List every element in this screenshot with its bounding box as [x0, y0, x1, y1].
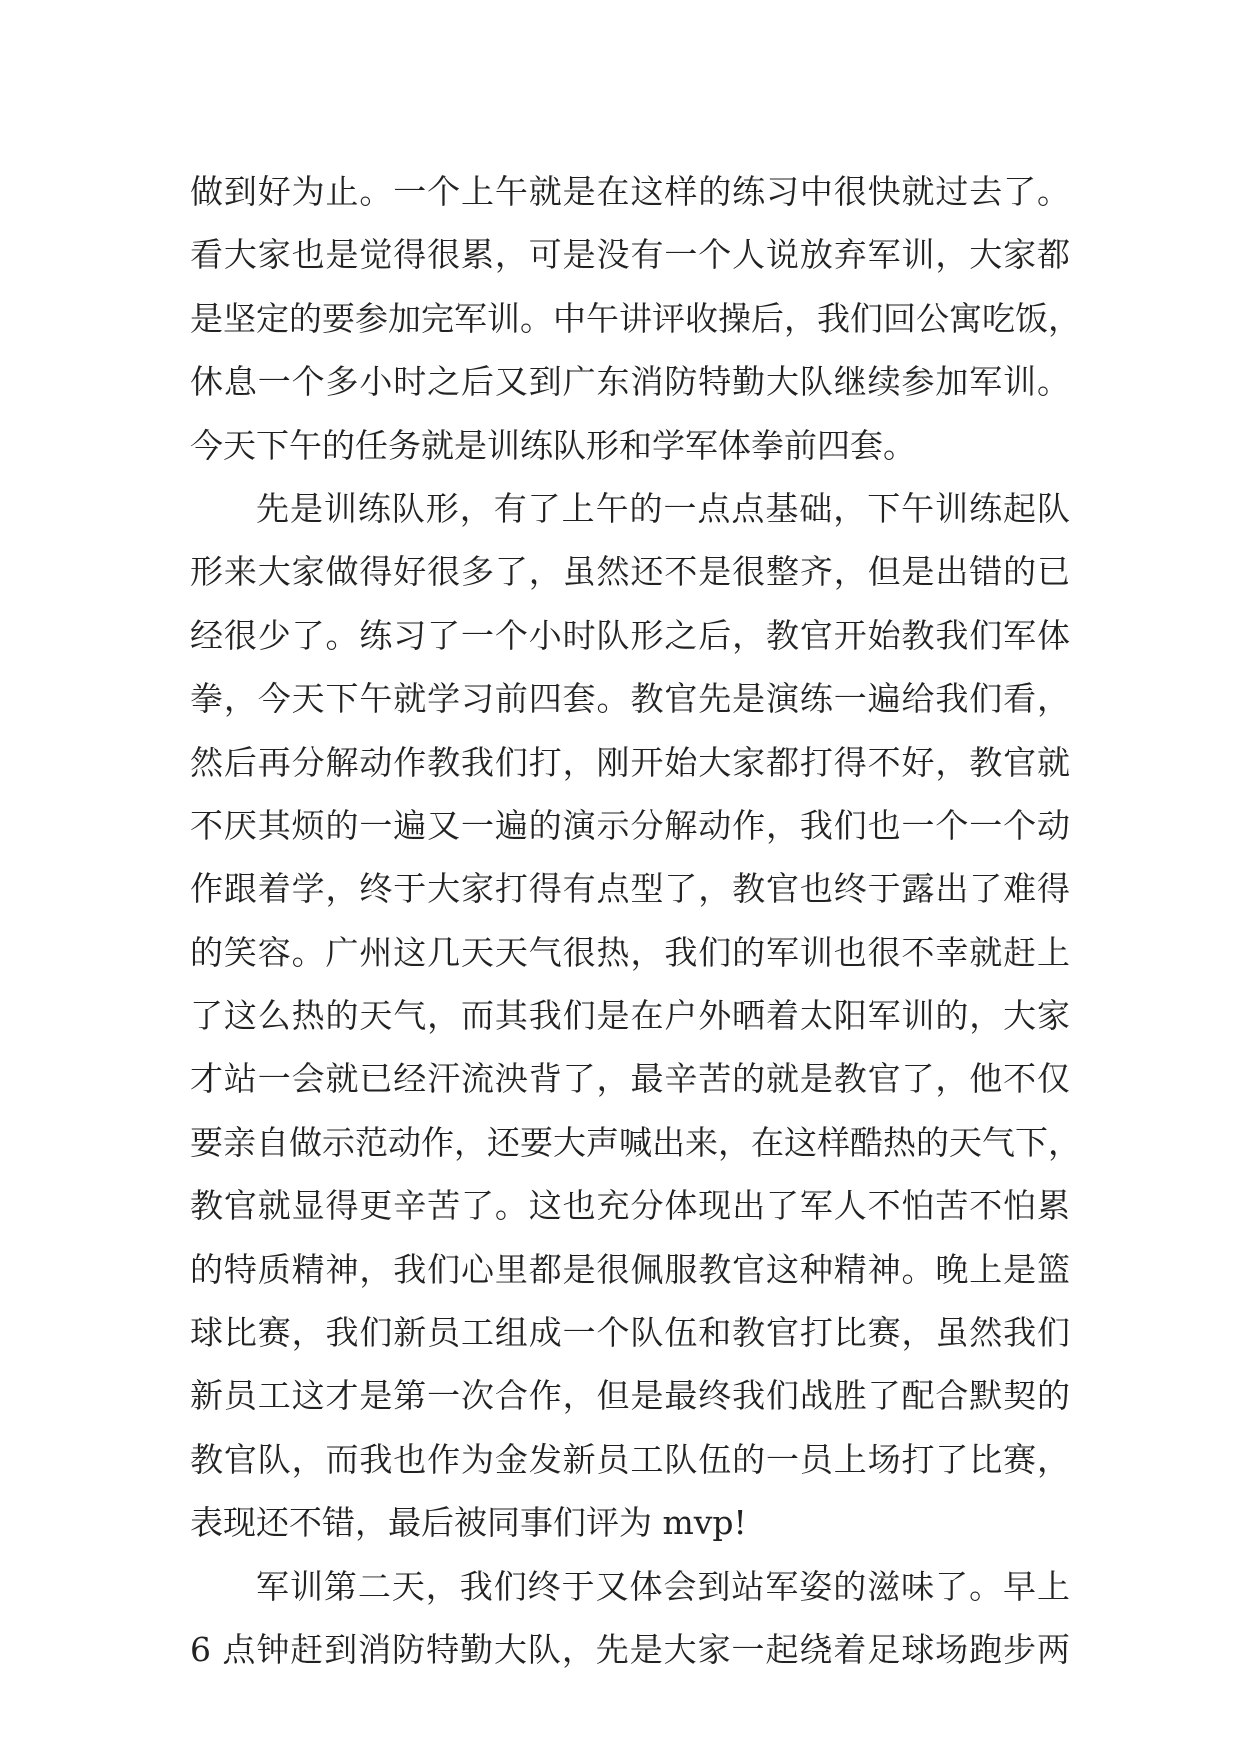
text-line: 了这么热的天气，而其我们是在户外晒着太阳军训的，大家: [190, 996, 1070, 1036]
text-line: 才站一会就已经汗流泱背了，最辛苦的就是教官了，他不仅: [190, 1059, 1070, 1099]
body-text: [190, 160, 1081, 1681]
text-line: 经很少了。练习了一个小时队形之后，教官开始教我们军体: [190, 615, 1070, 655]
text-line: 表现还不错，最后被同事们评为 mvp!: [190, 1503, 747, 1543]
text-line: 不厌其烦的一遍又一遍的演示分解动作，我们也一个一个动: [190, 805, 1070, 845]
text-line: 然后再分解动作教我们打，刚开始大家都打得不好，教官就: [190, 742, 1070, 782]
text-line: 形来大家做得好很多了，虽然还不是很整齐，但是出错的已: [190, 552, 1070, 592]
text-line: 今天下午的任务就是训练队形和学军体拳前四套。: [190, 425, 916, 465]
text-line: 休息一个多小时之后又到广东消防特勤大队继续参加军训。: [190, 362, 1070, 402]
text-line: 教官队，而我也作为金发新员工队伍的一员上场打了比赛，: [190, 1439, 1070, 1479]
paragraph-first-line: 军训第二天，我们终于又体会到站军姿的滋味了。早上: [256, 1566, 1070, 1606]
text-line: 的特质精神，我们心里都是很佩服教官这种精神。晚上是篮: [190, 1249, 1070, 1289]
text-line: 6 点钟赶到消防特勤大队，先是大家一起绕着足球场跑步两: [190, 1629, 1070, 1669]
text-line: 作跟着学，终于大家打得有点型了，教官也终于露出了难得: [190, 869, 1070, 909]
text-line: 要亲自做示范动作，还要大声喊出来，在这样酷热的天气下，: [190, 1122, 1081, 1162]
text-line: 看大家也是觉得很累，可是没有一个人说放弃军训，大家都: [190, 235, 1070, 275]
text-line: 的笑容。广州这几天天气很热，我们的军训也很不幸就赶上: [190, 932, 1070, 972]
text-line: 新员工这才是第一次合作，但是最终我们战胜了配合默契的: [190, 1376, 1070, 1416]
text-line: 做到好为止。一个上午就是在这样的练习中很快就过去了。: [190, 172, 1070, 211]
text-line: 教官就显得更辛苦了。这也充分体现出了军人不怕苦不怕累: [190, 1186, 1070, 1226]
paragraph-first-line: 先是训练队形，有了上午的一点点基础，下午训练起队: [256, 488, 1070, 528]
text-line: 球比赛，我们新员工组成一个队伍和教官打比赛，虽然我们: [190, 1313, 1070, 1353]
text-line: 拳，今天下午就学习前四套。教官先是演练一遍给我们看，: [190, 679, 1070, 719]
text-line: 是坚定的要参加完军训。中午讲评收操后，我们回公寓吃饭，: [190, 298, 1081, 338]
